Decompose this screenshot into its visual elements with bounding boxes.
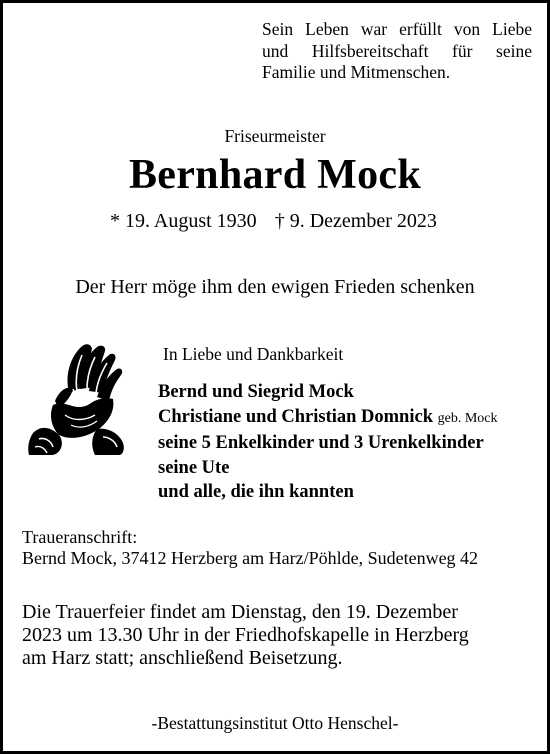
deceased-name: Bernhard Mock	[128, 152, 422, 198]
maiden-name-note: geb. Mock	[437, 410, 498, 426]
funeral-announcement	[22, 601, 469, 670]
mourner-line: Bernd und Siegrid Mock	[158, 382, 354, 402]
mourner-line: und alle, die ihn kannten	[158, 482, 354, 502]
address-label: Traueranschrift:	[22, 527, 138, 547]
quote-line-1: Sein Leben war erfüllt von Liebe	[262, 19, 532, 39]
mourner-line	[158, 405, 498, 432]
profession-title: Friseurmeister	[224, 126, 326, 146]
memorial-quote	[262, 19, 532, 84]
mourner-line: seine 5 Enkelkinder und 3 Urenkelkinder	[158, 433, 484, 453]
death-date: † 9. Dezember 2023	[274, 210, 437, 232]
mourning-address: Bernd Mock, 37412 Herzberg am Harz/Pöhlde, Sudetenweg 42	[22, 548, 479, 568]
funeral-line-3: am Harz statt; anschließend Beisetzung.	[22, 647, 343, 669]
life-dates	[110, 210, 437, 233]
mourners-intro: In Liebe und Dankbarkeit	[163, 344, 344, 364]
praying-hands-icon	[25, 337, 127, 457]
quote-line-3: Familie und Mitmenschen.	[262, 62, 451, 82]
quote-line-2: und Hilfsbereitschaft für seine	[262, 40, 532, 61]
mourners-list	[158, 380, 498, 505]
birth-date: * 19. August 1930	[110, 210, 257, 232]
funeral-line-1: Die Trauerfeier findet am Dienstag, den 19. Dezember	[22, 601, 458, 623]
mourner-line: seine Ute	[158, 457, 230, 478]
funeral-line-2: 2023 um 13.30 Uhr in der Friedhofskapelle in Herzberg	[22, 624, 469, 646]
mourner-name: Christiane und Christian Domnick	[158, 406, 433, 427]
funeral-home: -Bestattungsinstitut Otto Henschel-	[151, 713, 399, 733]
blessing-text: Der Herr möge ihm den ewigen Frieden schenken	[75, 276, 475, 298]
